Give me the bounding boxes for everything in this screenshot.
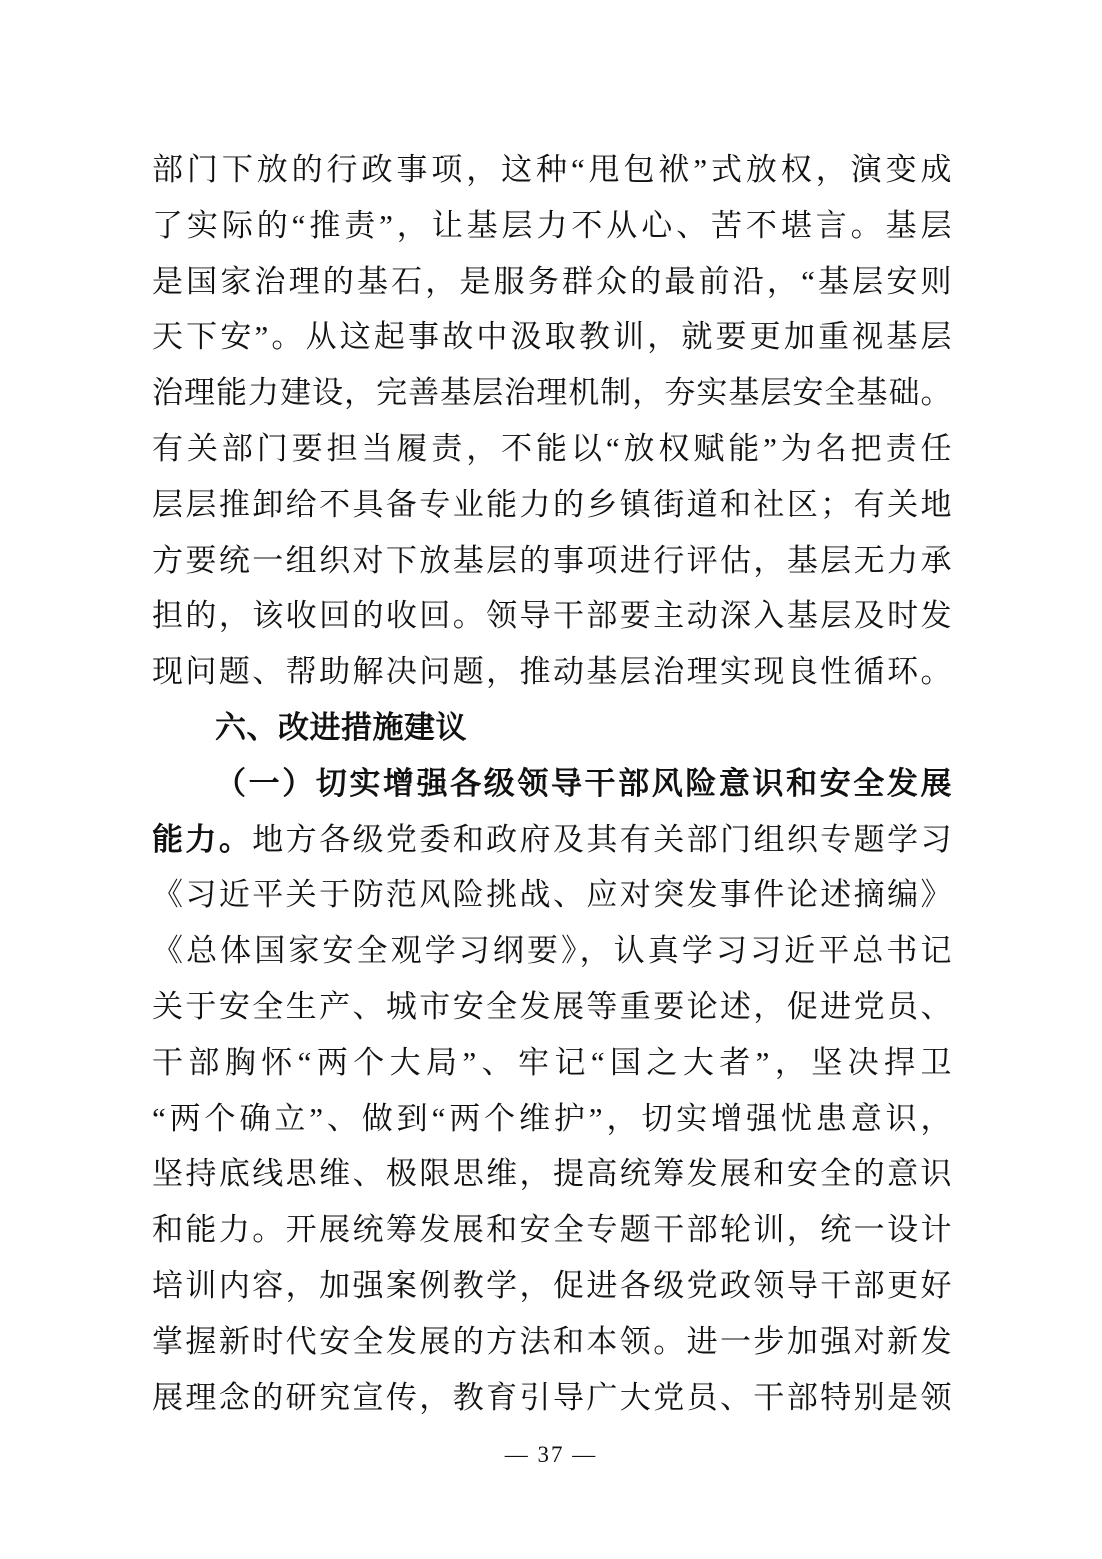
paragraph2-line: 《习近平关于防范风险挑战、应对突发事件论述摘编》	[152, 877, 952, 913]
paragraph1-line: 有关部门要担当履责，不能以“放权赋能”为名把责任	[152, 430, 952, 466]
paragraph2-line: 坚持底线思维、极限思维，提高统筹发展和安全的意识	[152, 1156, 952, 1192]
paragraph2-line: 和能力。开展统筹发展和安全专题干部轮训，统一设计	[152, 1212, 952, 1248]
paragraph2-line: 展理念的研究宣传，教育引导广大党员、干部特别是领	[152, 1379, 952, 1415]
body-text-segment: 地方各级党委和政府及其有关部门组织专题学习	[252, 821, 953, 857]
paragraph2-line: 《总体国家安全观学习纲要》，认真学习习近平总书记	[152, 933, 952, 969]
paragraph2-line: 掌握新时代安全发展的方法和本领。进一步加强对新发	[152, 1323, 952, 1359]
page-number: — 37 —	[504, 1442, 598, 1467]
paragraph2-line: 关于安全生产、城市安全发展等重要论述，促进党员、	[152, 988, 952, 1024]
paragraph2-line	[152, 812, 952, 868]
paragraph1-line: 担的，该收回的收回。领导干部要主动深入基层及时发	[152, 598, 952, 634]
paragraph1-line: 是国家治理的基石，是服务群众的最前沿，“基层安则	[152, 263, 952, 299]
bold-text-segment: 能力。	[152, 821, 253, 857]
text-block	[152, 142, 952, 1425]
paragraph1-line: 部门下放的行政事项，这种“甩包袱”式放权，演变成	[152, 152, 952, 187]
section-heading: 六、改进措施建议	[215, 709, 467, 745]
paragraph1-line: 现问题、帮助解决问题，推动基层治理实现良性循环。	[152, 654, 952, 690]
paragraph1-line: 天下安”。从这起事故中汲取教训，就要更加重视基层	[152, 319, 952, 355]
subsection-lead-line: （一）切实增强各级领导干部风险意识和安全发展	[215, 765, 952, 801]
paragraph1-line: 方要统一组织对下放基层的事项进行评估，基层无力承	[152, 542, 952, 578]
paragraph2-line: “两个确立”、做到“两个维护”，切实增强忧患意识，	[152, 1100, 952, 1136]
paragraph1-line: 层层推卸给不具备专业能力的乡镇街道和社区；有关地	[152, 486, 952, 522]
paragraph1-line: 了实际的“推责”，让基层力不从心、苦不堪言。基层	[152, 207, 952, 243]
paragraph2-line: 干部胸怀“两个大局”、牢记“国之大者”，坚决捍卫	[152, 1044, 952, 1080]
paragraph1-line: 治理能力建设，完善基层治理机制，夯实基层安全基础。	[152, 375, 952, 411]
paragraph2-line: 培训内容，加强案例教学，促进各级党政领导干部更好	[152, 1267, 952, 1303]
